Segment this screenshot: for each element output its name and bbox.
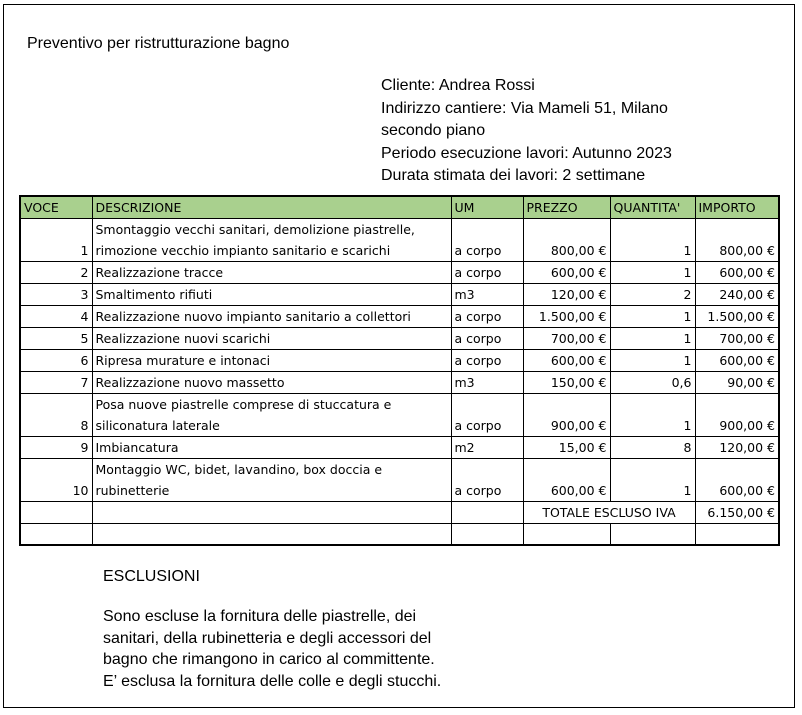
client-info [381,75,741,188]
cell-quantita: 2 [610,284,695,306]
header-um: UM [451,196,523,219]
header-voce: VOCE [20,196,92,219]
total-value: 6.150,00 € [695,502,779,524]
cell-descrizione: Realizzazione nuovo impianto sanitario a collettori [92,306,451,328]
cell-importo: 120,00 € [695,437,779,459]
exclusions-line: sanitari, della rubinetteria e degli accessori del [103,629,432,647]
cell-prezzo: 150,00 € [523,372,610,394]
table-row [20,459,779,502]
cell-voce: 7 [20,372,92,394]
cell-um: a corpo [451,459,523,502]
cell-quantita: 1 [610,262,695,284]
cell-importo: 90,00 € [695,372,779,394]
site-floor: secondo piano [381,122,486,140]
empty-cell [695,524,779,546]
cell-um: a corpo [451,219,523,262]
cell-prezzo: 600,00 € [523,262,610,284]
cell-prezzo: 700,00 € [523,328,610,350]
cell-voce: 4 [20,306,92,328]
cell-prezzo: 600,00 € [523,459,610,502]
cell-quantita: 1 [610,350,695,372]
cell-voce: 10 [20,459,92,502]
table-row [20,284,779,306]
empty-cell [451,524,523,546]
table-row [20,394,779,437]
exclusions-title: ESCLUSIONI [103,568,200,585]
cell-um: m2 [451,437,523,459]
cell-quantita: 1 [610,219,695,262]
cell-um: m3 [451,284,523,306]
cell-importo: 900,00 € [695,394,779,437]
empty-cell [92,524,451,546]
cell-quantita: 1 [610,328,695,350]
empty-row [20,524,779,546]
cell-quantita: 1 [610,394,695,437]
header-quantita: QUANTITA' [610,196,695,219]
cell-prezzo: 800,00 € [523,219,610,262]
total-label: TOTALE ESCLUSO IVA [523,502,695,524]
cell-voce: 6 [20,350,92,372]
cell-descrizione: Imbiancatura [92,437,451,459]
table-row [20,350,779,372]
cell-prezzo: 120,00 € [523,284,610,306]
cell-prezzo: 600,00 € [523,350,610,372]
exclusions-line: E’ esclusa la fornitura delle colle e degli stucchi. [103,672,442,690]
header-descrizione: DESCRIZIONE [92,196,451,219]
cell-quantita: 1 [610,459,695,502]
cell-descrizione: Ripresa murature e intonaci [92,350,451,372]
exclusions-line: bagno che rimangono in carico al committente. [103,651,435,668]
cell-voce: 3 [20,284,92,306]
header-prezzo: PREZZO [523,196,610,219]
cell-importo: 600,00 € [695,262,779,284]
document-title: Preventivo per ristrutturazione bagno [27,35,290,52]
work-period: Periodo esecuzione lavori: Autunno 2023 [381,144,672,162]
cell-um: a corpo [451,306,523,328]
table-header-row [20,196,779,219]
cell-um: a corpo [451,262,523,284]
cell-um: a corpo [451,328,523,350]
cell-descrizione: Smontaggio vecchi sanitari, demolizione piastrelle, rimozione vecchio impianto sanitario e scarichi [92,219,451,262]
cell-voce: 2 [20,262,92,284]
cell-quantita: 0,6 [610,372,695,394]
table-row [20,262,779,284]
cell-descrizione: Realizzazione nuovo massetto [92,372,451,394]
cell-importo: 700,00 € [695,328,779,350]
exclusions-text [103,606,523,692]
cell-prezzo: 900,00 € [523,394,610,437]
cell-quantita: 8 [610,437,695,459]
cell-descrizione: Posa nuove piastrelle comprese di stuccatura e siliconatura laterale [92,394,451,437]
cell-descrizione: Realizzazione nuovi scarichi [92,328,451,350]
quote-table [19,195,780,546]
empty-cell [20,502,92,524]
exclusions-line: Sono escluse la fornitura delle piastrelle, dei [103,608,417,625]
cell-um: m3 [451,372,523,394]
cell-quantita: 1 [610,306,695,328]
empty-cell [523,524,610,546]
cell-voce: 5 [20,328,92,350]
total-row [20,502,779,524]
work-duration: Durata stimata dei lavori: 2 settimane [381,167,646,185]
table-row [20,437,779,459]
cell-prezzo: 15,00 € [523,437,610,459]
cell-voce: 1 [20,219,92,262]
table-row [20,306,779,328]
empty-cell [20,524,92,546]
table-row [20,219,779,262]
cell-descrizione: Montaggio WC, bidet, lavandino, box doccia e rubinetterie [92,459,451,502]
cell-importo: 240,00 € [695,284,779,306]
cell-importo: 600,00 € [695,459,779,502]
empty-cell [92,502,451,524]
cell-prezzo: 1.500,00 € [523,306,610,328]
table-row [20,372,779,394]
cell-descrizione: Smaltimento rifiuti [92,284,451,306]
empty-cell [451,502,523,524]
cell-descrizione: Realizzazione tracce [92,262,451,284]
cell-importo: 600,00 € [695,350,779,372]
table-row [20,328,779,350]
client-name: Cliente: Andrea Rossi [381,77,535,94]
cell-importo: 800,00 € [695,219,779,262]
cell-voce: 9 [20,437,92,459]
header-importo: IMPORTO [695,196,779,219]
cell-importo: 1.500,00 € [695,306,779,328]
site-address: Indirizzo cantiere: Via Mameli 51, Milano [381,99,668,117]
cell-um: a corpo [451,350,523,372]
cell-um: a corpo [451,394,523,437]
cell-voce: 8 [20,394,92,437]
empty-cell [610,524,695,546]
